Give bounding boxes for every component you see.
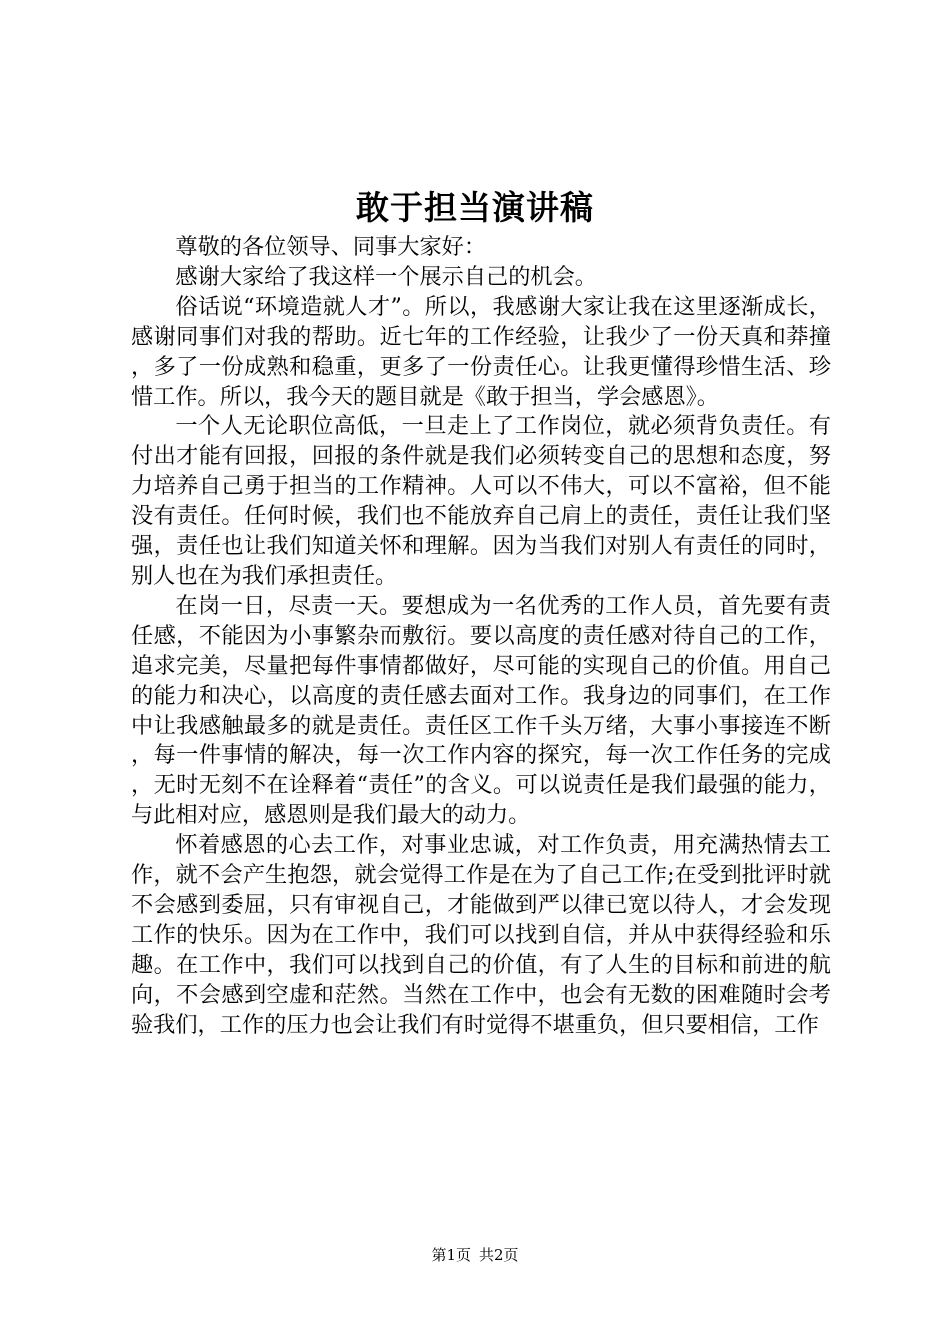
document-body [131,233,831,1040]
page-number: 第1页 [431,1246,471,1264]
document-title: 敢于担当演讲稿 [356,188,594,227]
page-footer [0,1245,950,1265]
page-count: 共2页 [479,1246,519,1264]
paragraph-3: 在岗一日，尽责一天。要想成为一名优秀的工作人员，首先要有责任感，不能因为小事繁杂而敷衍。要以高度的责任感对待自己的工作，追求完美，尽量把每件事情都做好，尽可能的实现自己的价值。用自己的能力和决心，以高度的责任感去面对工作。我身边的同事们，在工作中让我感触最多的就是责任。责任区工作千头万绪，大事小事接连不断，每一件事情的解决，每一次工作内容的探究，每一次工作任务的完成，无时无刻不在诠释着“责任”的含义。可以说责任是我们最强的能力，与此相对应，感恩则是我们最大的动力。 [131,592,831,829]
paragraph-1: 俗话说“环境造就人才”。所以，我感谢大家让我在这里逐渐成长，感谢同事们对我的帮助。近七年的工作经验，让我少了一份天真和莽撞，多了一份成熟和稳重，更多了一份责任心。让我更懂得珍惜生活、珍惜工作。所以，我今天的题目就是《敢于担当，学会感恩》。 [131,293,831,410]
paragraph-2: 一个人无论职位高低，一旦走上了工作岗位，就必须背负责任。有付出才能有回报，回报的条件就是我们必须转变自己的思想和态度，努力培养自己勇于担当的工作精神。人可以不伟大，可以不富裕，但不能没有责任。任何时候，我们也不能放弃自己肩上的责任，责任让我们坚强，责任也让我们知道关怀和理解。因为当我们对别人有责任的同时，别人也在为我们承担责任。 [131,413,831,589]
paragraph-4: 怀着感恩的心去工作，对事业忠诚，对工作负责，用充满热情去工作，就不会产生抱怨，就会觉得工作是在为了自己工作;在受到批评时就不会感到委屈，只有审视自己，才能做到严以律已宽以待人，才会发现工作的快乐。因为在工作中，我们可以找到自信，并从中获得经验和乐趣。在工作中，我们可以找到自己的价值，有了人生的目标和前进的航向，不会感到空虚和茫然。当然在工作中，也会有无数的困难随时会考验我们，工作的压力也会让我们有时觉得不堪重负，但只要相信，工作 [131,832,831,1038]
paragraph-thanks: 感谢大家给了我这样一个展示自己的机会。 [175,263,597,290]
paragraph-greeting: 尊敬的各位领导、同事大家好： [175,234,487,260]
